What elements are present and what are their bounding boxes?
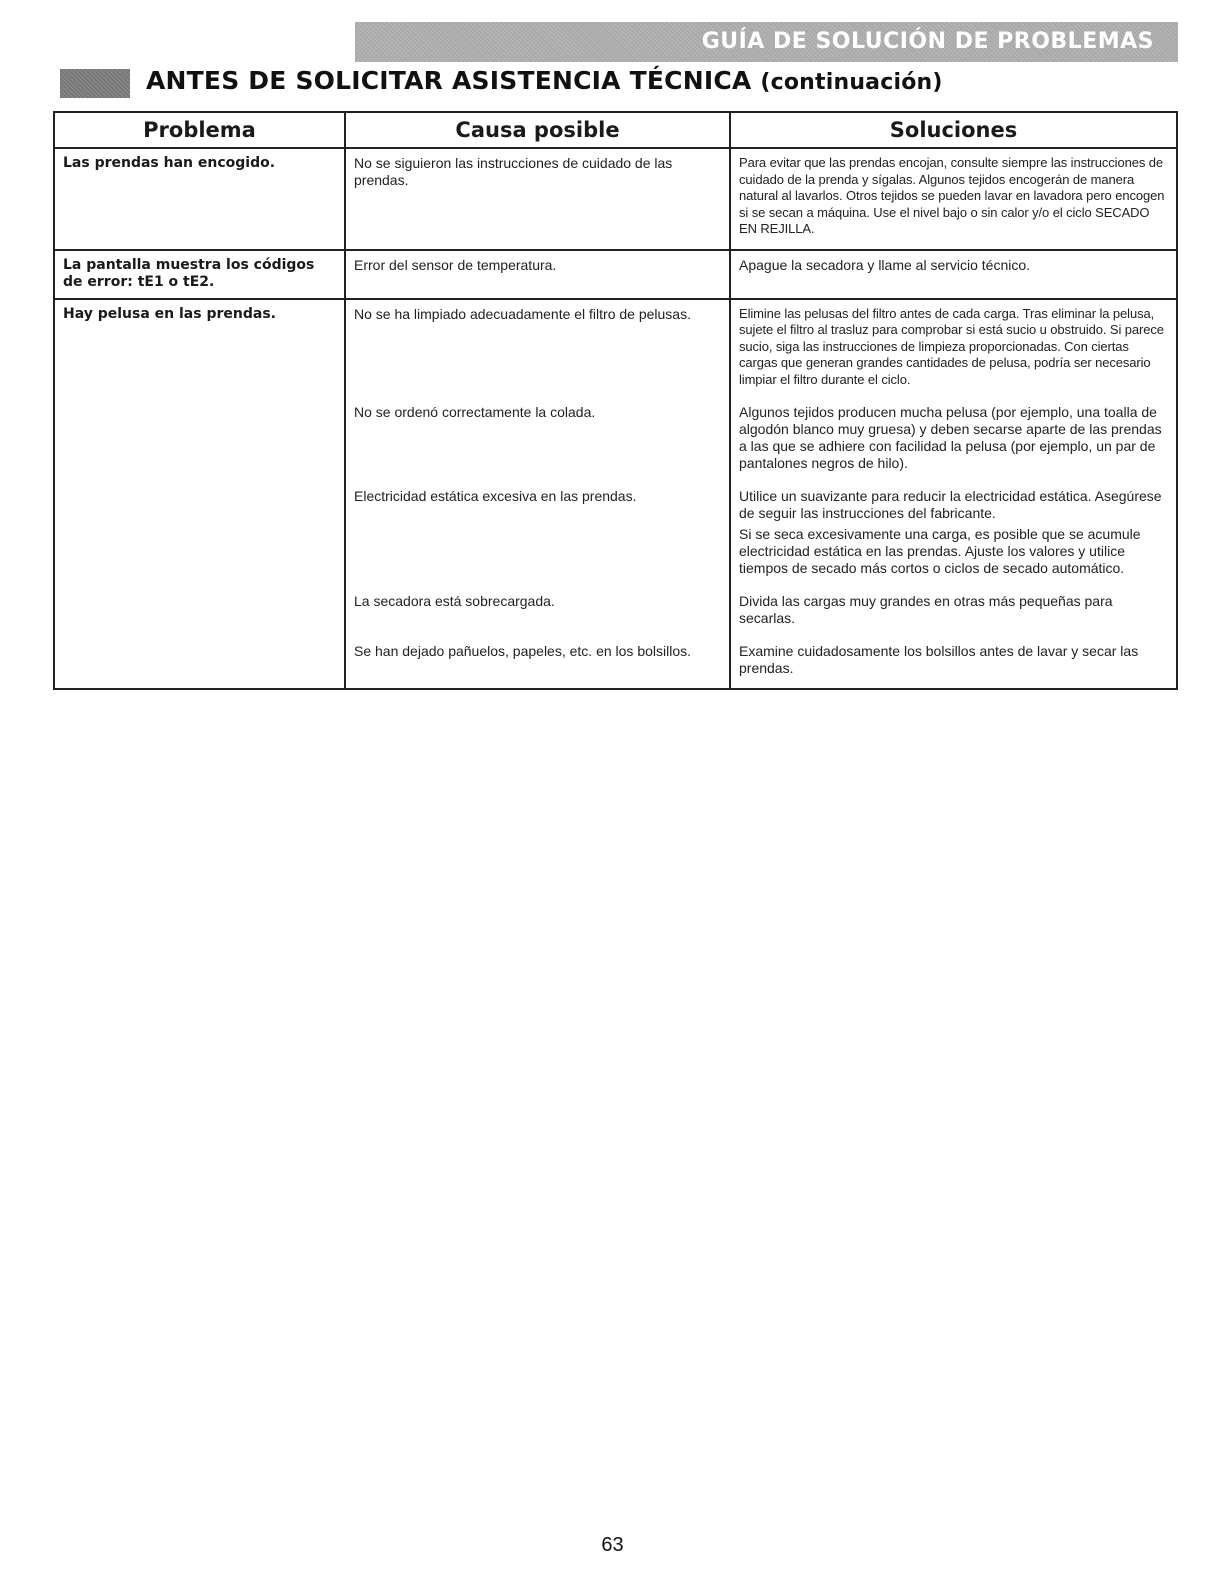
solution-cell bbox=[730, 631, 1177, 689]
table-header-row bbox=[54, 112, 1177, 148]
page-title bbox=[146, 66, 943, 95]
cause-cell: No se ha limpiado adecuadamente el filtro de pelusas. bbox=[345, 299, 730, 393]
table-row bbox=[54, 299, 1177, 393]
problem-cell bbox=[54, 631, 345, 689]
cause-cell: No se siguieron las instrucciones de cuidado de las prendas. bbox=[345, 148, 730, 250]
solution-text: Para evitar que las prendas encojan, consulte siempre las instrucciones de cuidado de la prenda y sígalas. Algunos tejidos encogerán de manera natural al lavarlos. Otros tejidos se pueden lavar en lavadora pero encogen si se secan a máquina. Use el nivel bajo o sin calor y/o el ciclo SECADO EN REJILLA. bbox=[739, 155, 1165, 236]
header-solution: Soluciones bbox=[730, 112, 1177, 148]
solution-text: Utilice un suavizante para reducir la electricidad estática. Asegúrese de seguir las instrucciones del fabricante. bbox=[739, 488, 1162, 521]
problem-cell bbox=[54, 392, 345, 476]
page-title-main: ANTES DE SOLICITAR ASISTENCIA TÉCNICA bbox=[146, 66, 752, 95]
section-marker bbox=[60, 69, 130, 98]
table-row bbox=[54, 476, 1177, 581]
solution-text: Si se seca excesivamente una carga, es posible que se acumule electricidad estática en las prendas. Ajuste los valores y utilice tiempos de secado más cortos o ciclos de secado automático. bbox=[739, 526, 1141, 576]
solution-text: Elimine las pelusas del filtro antes de cada carga. Tras eliminar la pelusa, sujete el filtro al trasluz para comprobar si está sucio u obstruido. Si parece sucio, siga las instrucciones de limpieza proporcionadas. Con ciertas cargas que generan grandes cantidades de pelusa, podría ser necesario limpiar el filtro durante el ciclo. bbox=[739, 305, 1164, 387]
cause-cell: La secadora está sobrecargada. bbox=[345, 581, 730, 631]
cause-cell: Electricidad estática excesiva en las prendas. bbox=[345, 476, 730, 581]
table-row bbox=[54, 250, 1177, 299]
table-row bbox=[54, 392, 1177, 476]
problem-cell: Hay pelusa en las prendas. bbox=[54, 299, 345, 393]
table-row bbox=[54, 631, 1177, 689]
solution-cell bbox=[730, 299, 1177, 393]
solution-text: Algunos tejidos producen mucha pelusa (por ejemplo, una toalla de algodón blanco muy gruesa) y deben secarse aparte de las prendas a las que se adhiere con facilidad la pelusa (por ejemplo, un par de pantalones negros de hilo). bbox=[739, 404, 1162, 471]
cause-cell: Se han dejado pañuelos, papeles, etc. en los bolsillos. bbox=[345, 631, 730, 689]
troubleshooting-table bbox=[53, 111, 1178, 690]
solution-cell bbox=[730, 148, 1177, 250]
problem-cell: La pantalla muestra los códigos de error: tE1 o tE2. bbox=[54, 250, 345, 299]
problem-cell: Las prendas han encogido. bbox=[54, 148, 345, 250]
cause-cell: No se ordenó correctamente la colada. bbox=[345, 392, 730, 476]
table-row bbox=[54, 581, 1177, 631]
header-problem: Problema bbox=[54, 112, 345, 148]
problem-cell bbox=[54, 476, 345, 581]
solution-cell bbox=[730, 250, 1177, 299]
header-cause: Causa posible bbox=[345, 112, 730, 148]
problem-cell bbox=[54, 581, 345, 631]
solution-text: Divida las cargas muy grandes en otras más pequeñas para secarlas. bbox=[739, 593, 1113, 626]
section-banner: GUÍA DE SOLUCIÓN DE PROBLEMAS bbox=[355, 22, 1178, 62]
solution-text: Examine cuidadosamente los bolsillos antes de lavar y secar las prendas. bbox=[739, 643, 1139, 676]
solution-cell bbox=[730, 476, 1177, 581]
solution-cell bbox=[730, 581, 1177, 631]
solution-text: Apague la secadora y llame al servicio técnico. bbox=[739, 256, 1031, 273]
solution-cell bbox=[730, 392, 1177, 476]
table-row bbox=[54, 148, 1177, 250]
page-title-continuation: (continuación) bbox=[760, 70, 943, 95]
cause-cell: Error del sensor de temperatura. bbox=[345, 250, 730, 299]
page-number: 63 bbox=[601, 1534, 624, 1556]
